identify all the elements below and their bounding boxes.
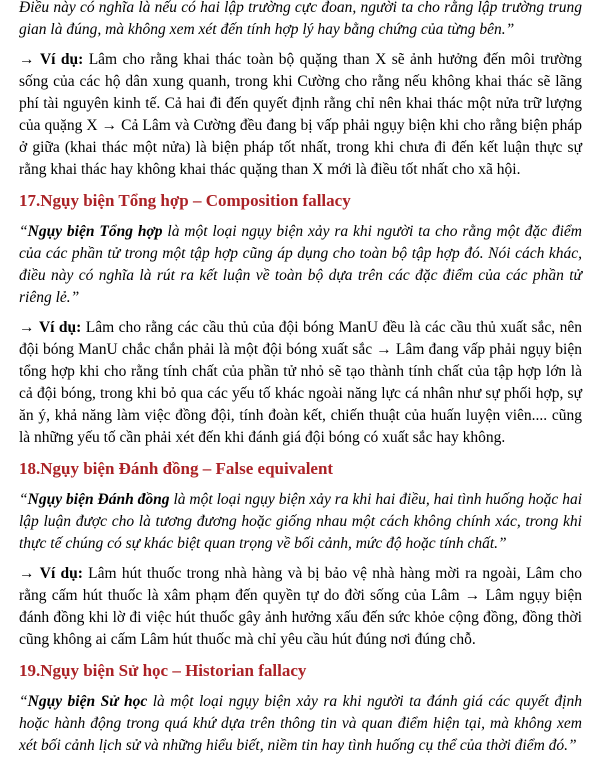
intro-quote: Điều này có nghĩa là nếu có hai lập trường cực đoan, người ta cho rằng lập trường trung gian là đúng, mà không xem xét đến tính hợp lý hay bằng chứng của từng bên.” <box>19 0 582 38</box>
section-heading-18: 18.Ngụy biện Đánh đồng – False equivalent <box>19 459 334 478</box>
example-16 <box>19 49 582 181</box>
definition-text: là một loại ngụy biện xảy ra khi người ta cho rằng một đặc điểm của các phần tử trong một tập hợp cũng áp dụng cho toàn bộ tập hợp đó. Nói cách khác, điều này có nghĩa là rút ra kết luận về toàn bộ dựa trên các đặc điểm của các phần tử riêng lẻ.” <box>19 223 582 306</box>
arrow-marker: → <box>19 51 35 68</box>
fallacy-term: Ngụy biện Sử học <box>27 693 148 710</box>
example-text: Lâm cho rằng các cầu thủ của đội bóng ManU đều là các cầu thủ xuất sắc, nên đội bóng ManU chắc chắn phải là một đội bóng xuất sắc → Lâm đang vấp phải ngụy biện tổng hợp khi cho rằng tính chất của phần tử nhỏ sẽ tạo thành tính chất của tập hợp lớn là cả đội bóng, trong khi bỏ qua các yếu tố khác ngoài năng lực cá nhân như sự phối hợp, sự ăn ý, khả năng làm việc đồng đội, tính đoàn kết, chiến thuật của huấn luyện viên.... cũng là những yếu tố cần phải xét đến khi đánh giá đội bóng có xuất sắc hay không. <box>19 319 583 446</box>
definition-18 <box>19 489 582 555</box>
example-17 <box>19 317 582 449</box>
section-heading-17: 17.Ngụy biện Tổng hợp – Composition fallacy <box>19 191 351 210</box>
example-label: Ví dụ: <box>38 319 82 336</box>
example-label: Ví dụ: <box>39 565 83 582</box>
arrow-marker: → <box>19 565 35 582</box>
example-text: Lâm hút thuốc trong nhà hàng và bị bảo vệ nhà hàng mời ra ngoài, Lâm cho rằng cấm hút thuốc là xâm phạm đến quyền tự do đời sống của Lâm → Lâm ngụy biện đánh đồng khi lờ đi việc hút thuốc gây ảnh hưởng xấu đến sức khỏe cộng đồng, đồng thời cũng không ai cấm Lâm hút thuốc mà chỉ yêu cầu hút đúng nơi đúng chỗ. <box>19 565 583 648</box>
definition-19 <box>19 691 582 757</box>
arrow-marker: → <box>19 319 35 336</box>
definition-text: là một loại ngụy biện xảy ra khi hai điều, hai tình huống hoặc hai lập luận được cho là tương đương hoặc giống nhau một cách không chính xác, trong khi thực tế chúng có sự khác biệt quan trọng về bối cảnh, mức độ hoặc tính chất.” <box>19 491 582 552</box>
example-label: Ví dụ: <box>39 51 84 68</box>
definition-text: là một loại ngụy biện xảy ra khi người ta đánh giá các quyết định hoặc hành động trong quá khứ dựa trên thông tin và quan điểm hiện tại, mà không xem xét bối cảnh lịch sử và những hiểu biết, niềm tin hay tình huống cụ thể của thời điểm đó.” <box>19 693 582 754</box>
fallacy-term: Ngụy biện Tổng hợp <box>27 223 163 240</box>
example-text: Lâm cho rằng khai thác toàn bộ quặng than X sẽ ảnh hưởng đến môi trường sống của các hộ dân xung quanh, trong khi Cường cho rằng nếu không khai thác sẽ lãng phí tài nguyên kinh tế. Cả hai đi đến quyết định rằng chỉ nên khai thác một nửa trữ lượng của quặng X → Cả Lâm và Cường đều đang bị vấp phải ngụy biện khi cho rằng biện pháp ở giữa (khai thác một nửa) là biện pháp tốt nhất, trong khi chưa đi đến kết luận thực sự rằng khai thác hay không khai thác quặng than X mới là điều tốt nhất cho xã hội. <box>19 51 583 178</box>
quote-open: “ <box>19 491 28 508</box>
quote-open: “ <box>19 693 28 710</box>
section-heading-19: 19.Ngụy biện Sử học – Historian fallacy <box>19 661 307 680</box>
fallacy-term: Ngụy biện Đánh đồng <box>27 491 170 508</box>
definition-17 <box>19 221 582 309</box>
example-18 <box>19 563 582 651</box>
quote-open: “ <box>19 223 28 240</box>
